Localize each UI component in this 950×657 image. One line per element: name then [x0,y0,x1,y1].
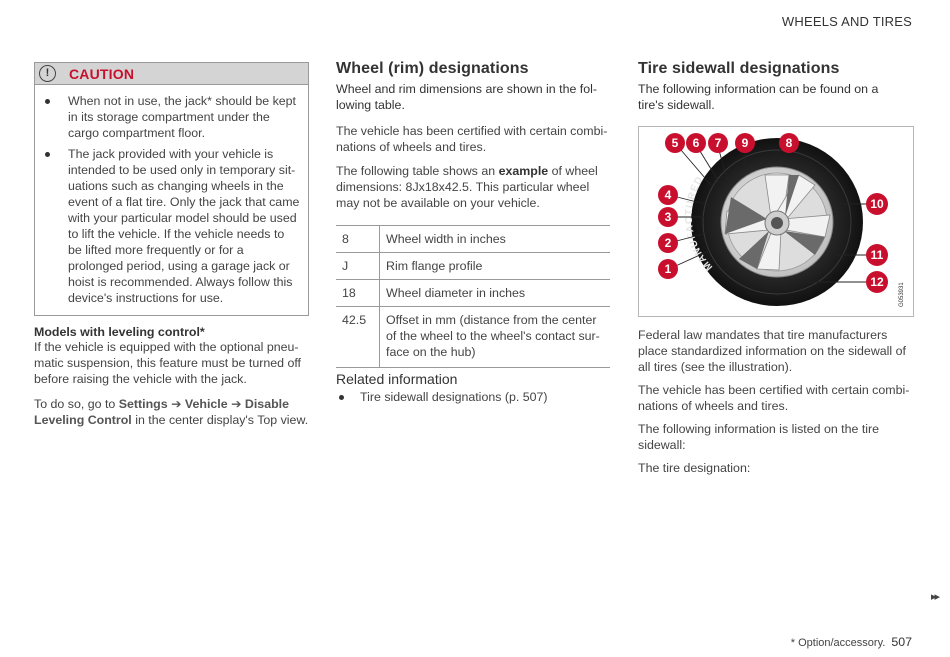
exclamation-icon: ! [39,65,56,82]
arrow-right-icon: ➔ [227,397,245,411]
table-cell-desc: Offset in mm (distance from the center of the wheel to the wheel's contact sur-face on the hub) [380,307,611,368]
page-number: 507 [891,635,912,649]
table-row [336,307,610,368]
tire-p4: The tire designation: [638,461,751,475]
callout-label: 7 [714,136,722,150]
callout-label: 11 [870,248,884,262]
wheel-example: The following table shows an example of wheel dimensions: 8Jx18x42.5. This particular wheel may not be available on your vehicle. [336,164,598,210]
table-cell-desc: Wheel width in inches [380,226,611,253]
related-list [336,389,611,405]
table-cell-code: 42.5 [336,307,380,368]
related-heading: Related information [336,371,458,387]
leveling-section [34,325,309,428]
menu-disable-leveling: Disable Leveling Control [34,397,289,427]
wheel-certified: The vehicle has been certified with certain combi-nations of wheels and tires. [336,124,608,154]
bullet-icon [45,152,50,157]
table-cell-code: 18 [336,280,380,307]
tire-lead: The following information can be found on a tire's sidewall. [638,82,879,112]
page-footer [791,635,912,649]
callout-label: 2 [664,236,672,250]
tire-p3: The following information is listed on the tire sidewall: [638,422,880,452]
wheel-heading: Wheel (rim) designations [336,60,529,77]
caution-title: CAUTION [69,65,135,82]
caution-header [35,63,308,85]
leveling-heading: Models with leveling control* [34,325,205,339]
table-cell-desc: Wheel diameter in inches [380,280,611,307]
next-page-icon[interactable]: ▸▸ [930,591,938,603]
menu-vehicle: Vehicle [184,397,228,411]
callout-label: 12 [870,275,884,289]
menu-settings: Settings [118,397,168,411]
footnote: * Option/accessory. [790,637,886,649]
bullet-icon [339,395,344,400]
wheel-lead: Wheel and rim dimensions are shown in the fol-lowing table. [336,82,598,112]
tire-p1: Federal law mandates that tire manufacturers place standardized information on the sidewall of all tires (see the illustration). [638,328,906,374]
leveling-text: If the vehicle is equipped with the optional pneu-matic suspension, this feature must be turned off before raising the vehicle with the jack. [34,340,302,386]
callout-label: 10 [870,197,884,211]
tire-illustration [638,126,914,317]
list-item: The jack provided with your vehicle is intended to be used only in temporary sit-uations such as changing wheels in the event of a flat tire. Only the jack that came with your particular model should be used to lift the vehicle. If the vehicle needs to be lifted more frequently or for a prolonged period, using a garage jack or hoist is recommended. Always follow this device's instructions for use. [35,146,300,306]
tire-heading: Tire sidewall designations [638,60,840,77]
list-item: When not in use, the jack* should be kept in its storage compartment under the cargo compartment floor. [35,93,300,141]
callout-label: 3 [664,210,672,224]
bullet-icon [45,99,50,104]
callout-label: 8 [785,136,793,150]
callout-label: 1 [664,262,672,276]
caution-list [35,85,308,315]
callout-label: 5 [671,136,679,150]
tire-sidewall-image [639,127,913,316]
table-row [336,280,610,307]
table-cell-code: 8 [336,226,380,253]
callout-label: 9 [741,136,749,150]
sidewall-text: MANUFACTURED [683,174,716,273]
arrow-right-icon: ➔ [167,397,185,411]
related-link-tire-sidewall[interactable]: Tire sidewall designations (p. 507) [336,389,611,405]
wheel-table [336,225,610,368]
table-row [336,253,610,280]
table-cell-desc: Rim flange profile [380,253,611,280]
caution-box [34,62,309,316]
table-cell-code: J [336,253,380,280]
tire-p2: The vehicle has been certified with certain combi-nations of wheels and tires. [638,383,910,413]
leveling-path: To do so, go to Settings ➔ Vehicle ➔ Disable Leveling Control in the center display's Top view. [34,397,309,427]
running-header: WHEELS AND TIRES [781,14,912,29]
illustration-code: G053931 [899,282,905,307]
callout-label: 6 [692,136,700,150]
table-row [336,226,610,253]
callout-label: 4 [664,188,672,202]
